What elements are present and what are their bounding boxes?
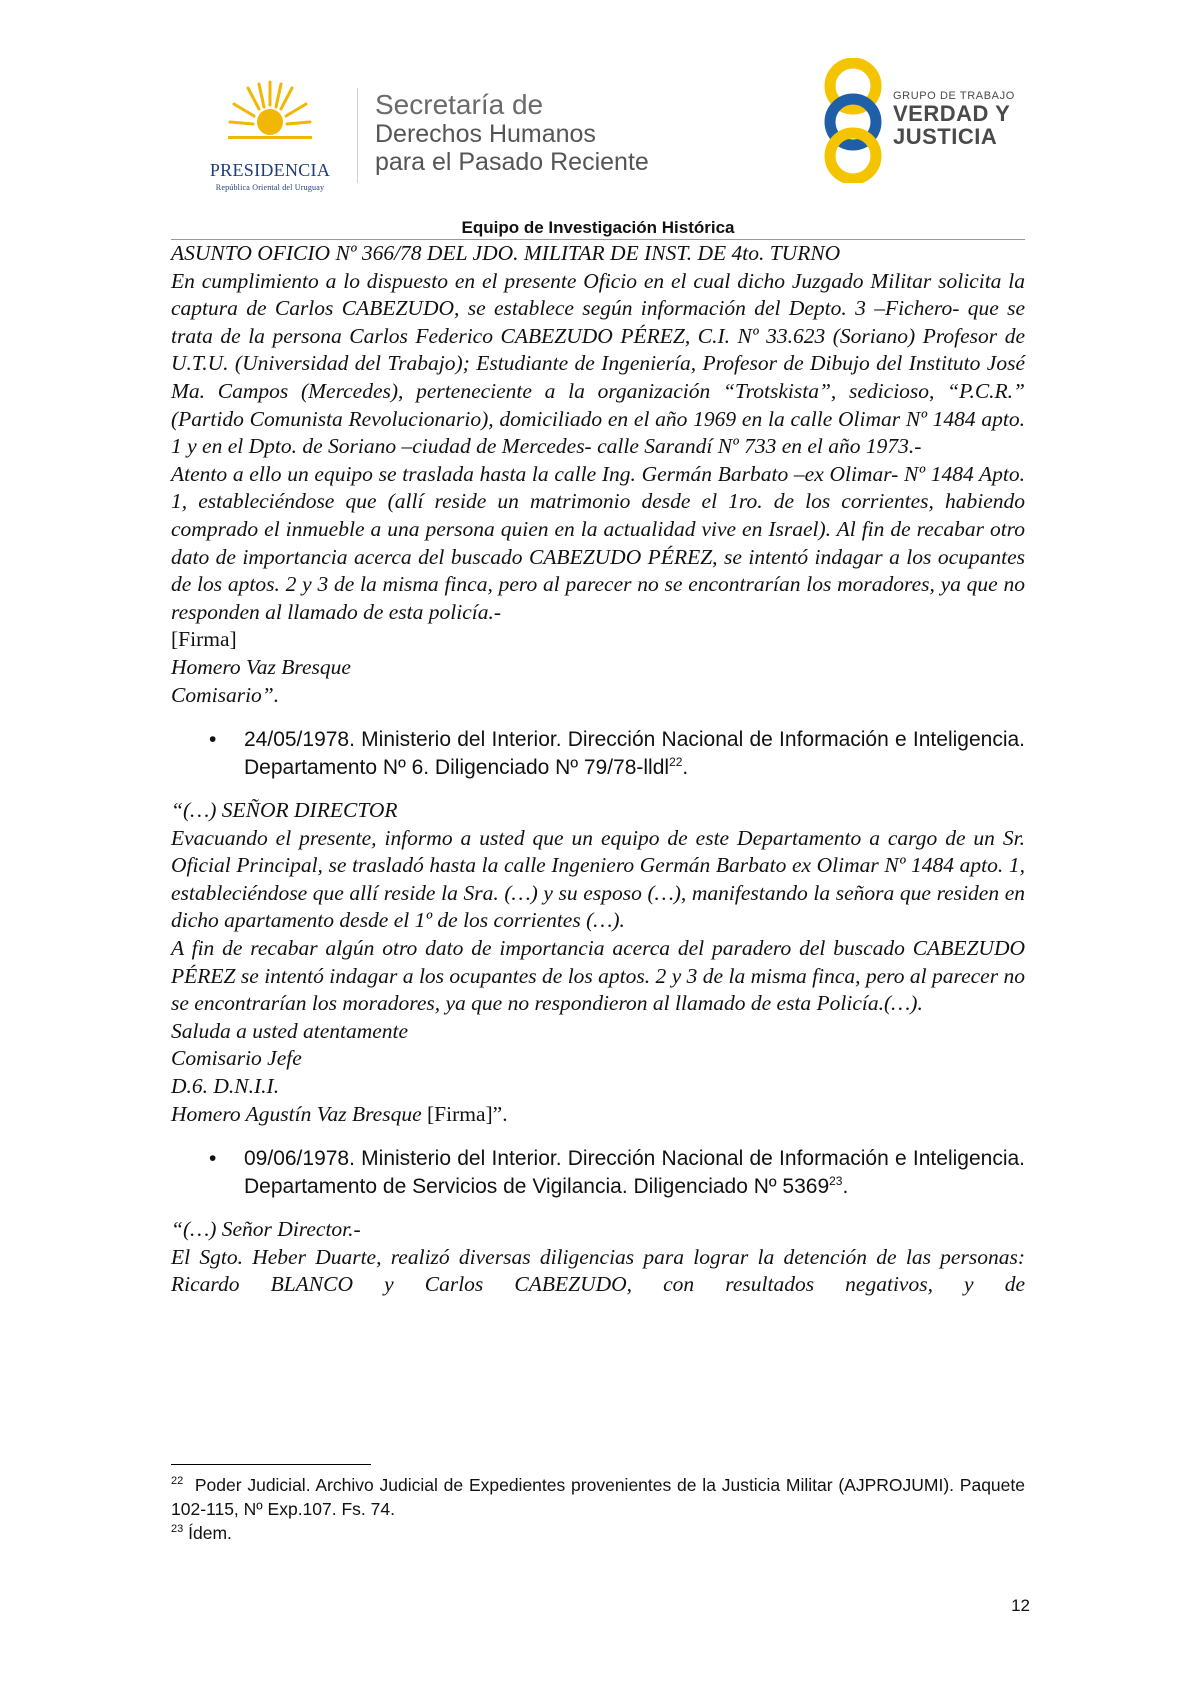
- footnotes: [171, 1473, 1025, 1545]
- page-number: 12: [1011, 1596, 1030, 1615]
- quote-paragraph: El Sgto. Heber Duarte, realizó diversas diligencias para lograr la detención de las personas: Ricardo BLANCO y Carlos CABEZUDO, con resultados negativos, y de: [171, 1244, 1025, 1297]
- footnote: [171, 1521, 1025, 1545]
- quote-signer: Homero Agustín Vaz Bresque: [171, 1101, 422, 1126]
- footnote-rule: [171, 1464, 371, 1465]
- footnote-number: 23: [171, 1523, 184, 1536]
- signer-name: Homero Vaz Bresque: [171, 654, 351, 679]
- footnote-text: Ídem.: [188, 1523, 232, 1543]
- secretaria-logo-text: [375, 90, 649, 176]
- quote-cargo: Comisario Jefe: [171, 1046, 302, 1071]
- oficio-paragraph-1: En cumplimiento a lo dispuesto en el presente Oficio en el cual dicho Juzgado Militar solicita la captura de Carlos CABEZUDO, se establece según información del Depto. 3 –Fichero- que se trata de la persona Carlos Federico CABEZUDO PÉREZ, C.I. Nº 33.623 (Soriano) Profesor de U.T.U. (Universidad del Trabajo); Estudiante de Ingeniería, Profesor de Dibujo del Instituto José Ma. Campos (Mercedes), perteneciente a la organización “Trotskista”, sedicioso, “P.C.R.” (Partido Comunista Revolucionario), domiciliado en el año 1969 en la calle Olimar Nº 1484 apto. 1 y en el Dpto. de Soriano –ciudad de Mercedes- calle Sarandí Nº 733 en el año 1973.-: [171, 268, 1025, 459]
- footnote-text: Poder Judicial. Archivo Judicial de Expedientes provenientes de la Justicia Militar (AJPROJUMI). Paquete 102-115, Nº Exp.107. Fs. 74.: [171, 1475, 1025, 1519]
- list-item: • 24/05/1978. Ministerio del Interior. Dirección Nacional de Información e Inteligencia. Departamento Nº 6. Diligenciado Nº 79/78-lldl$^{22}$.: [209, 728, 1025, 779]
- bullet-text: 24/05/1978. Ministerio del Interior. Dirección Nacional de Información e Inteligencia. Departamento Nº 6. Diligenciado Nº 79/78-lldl: [244, 728, 1025, 779]
- header-divider: [357, 88, 358, 183]
- oficio-paragraph-2: Atento a ello un equipo se traslada hasta la calle Ing. Germán Barbato –ex Olimar- Nº 1484 Apto. 1, estableciéndose que (allí reside un matrimonio desde el 1ro. de los corrientes, habiendo comprado el inmueble a una persona quien en la actualidad vive en Israel). Al fin de recabar otro dato de importancia acerca del buscado CABEZUDO PÉREZ, se intentó indagar a los ocupantes de los aptos. 2 y 3 de la misma finca, pero al parecer no se encontrarían los moradores, ya que no responden al llamado de esta policía.-: [171, 461, 1025, 624]
- linked-rings-icon: [818, 58, 888, 183]
- secretaria-line-2: Derechos Humanos: [375, 120, 596, 148]
- quote-title: “(…) Señor Director.-: [171, 1217, 361, 1242]
- signature-marker: [Firma]: [171, 627, 237, 652]
- document-body: [171, 240, 1025, 1299]
- secretaria-line-3: para el Pasado Reciente: [375, 148, 649, 176]
- quote-signature: [171, 1101, 1025, 1129]
- sun-icon: [228, 78, 312, 150]
- quote-department: D.6. D.N.I.I.: [171, 1074, 280, 1099]
- footnote-ref: 23: [829, 1173, 843, 1188]
- presidencia-name: PRESIDENCIA: [209, 160, 331, 180]
- grupo-trabajo-line-2: JUSTICIA: [893, 124, 998, 149]
- list-item: • 09/06/1978. Ministerio del Interior. Dirección Nacional de Información e Inteligencia. Departamento de Servicios de Vigilancia. Diligenciado Nº 5369$^{23}$.: [209, 1147, 1025, 1198]
- quote-block: [171, 1216, 1025, 1299]
- quote-block: [171, 797, 1025, 1128]
- section-heading: Equipo de Investigación Histórica: [461, 218, 735, 237]
- bullet-text: 09/06/1978. Ministerio del Interior. Dirección Nacional de Información e Inteligencia. Departamento de Servicios de Vigilancia. Diligenciado Nº 5369: [244, 1147, 1025, 1198]
- page-header: [190, 58, 1030, 192]
- grupo-trabajo-logo: [818, 58, 1038, 188]
- grupo-trabajo-text: [893, 90, 1015, 148]
- quote-closing: Saluda a usted atentamente: [171, 1018, 409, 1043]
- footnote-number: 22: [171, 1475, 184, 1488]
- footnote: [171, 1473, 1025, 1521]
- quote-paragraph-1: Evacuando el presente, informo a usted que un equipo de este Departamento a cargo de un Sr. Oficial Principal, se trasladó hasta la calle Ingeniero Germán Barbato ex Olimar Nº 1484 apto. 1, estableciéndose que allí reside la Sra. (…) y su esposo (…), manifestando la señora que residen en dicho apartamento desde el 1º de los corrientes (…).: [171, 825, 1025, 933]
- oficio-subject: ASUNTO OFICIO Nº 366/78 DEL JDO. MILITAR DE INST. DE 4to. TURNO: [171, 241, 841, 265]
- secretaria-line-1: Secretaría de: [375, 89, 544, 120]
- footnote-ref: 22: [669, 754, 683, 769]
- grupo-trabajo-line-1: VERDAD Y: [893, 101, 1011, 126]
- presidencia-logo: [190, 78, 350, 192]
- quote-title: “(…) SEÑOR DIRECTOR: [171, 798, 398, 823]
- bullet-icon: •: [209, 1147, 217, 1171]
- quote-paragraph-2: A fin de recabar algún otro dato de importancia acerca del paradero del buscado CABEZUDO PÉREZ se intentó indagar a los ocupantes de los aptos. 2 y 3 de la misma finca, pero al parecer no se encontrarían los moradores, ya que no respondieron al llamado de esta Policía.(…).: [171, 936, 1025, 1016]
- bullet-icon: •: [209, 728, 217, 752]
- quote-firma: [Firma]”.: [427, 1101, 508, 1126]
- signer-title: Comisario”.: [171, 682, 280, 707]
- grupo-trabajo-small: GRUPO DE TRABAJO: [893, 90, 1015, 102]
- presidencia-subtitle: República Oriental del Uruguay: [215, 183, 325, 192]
